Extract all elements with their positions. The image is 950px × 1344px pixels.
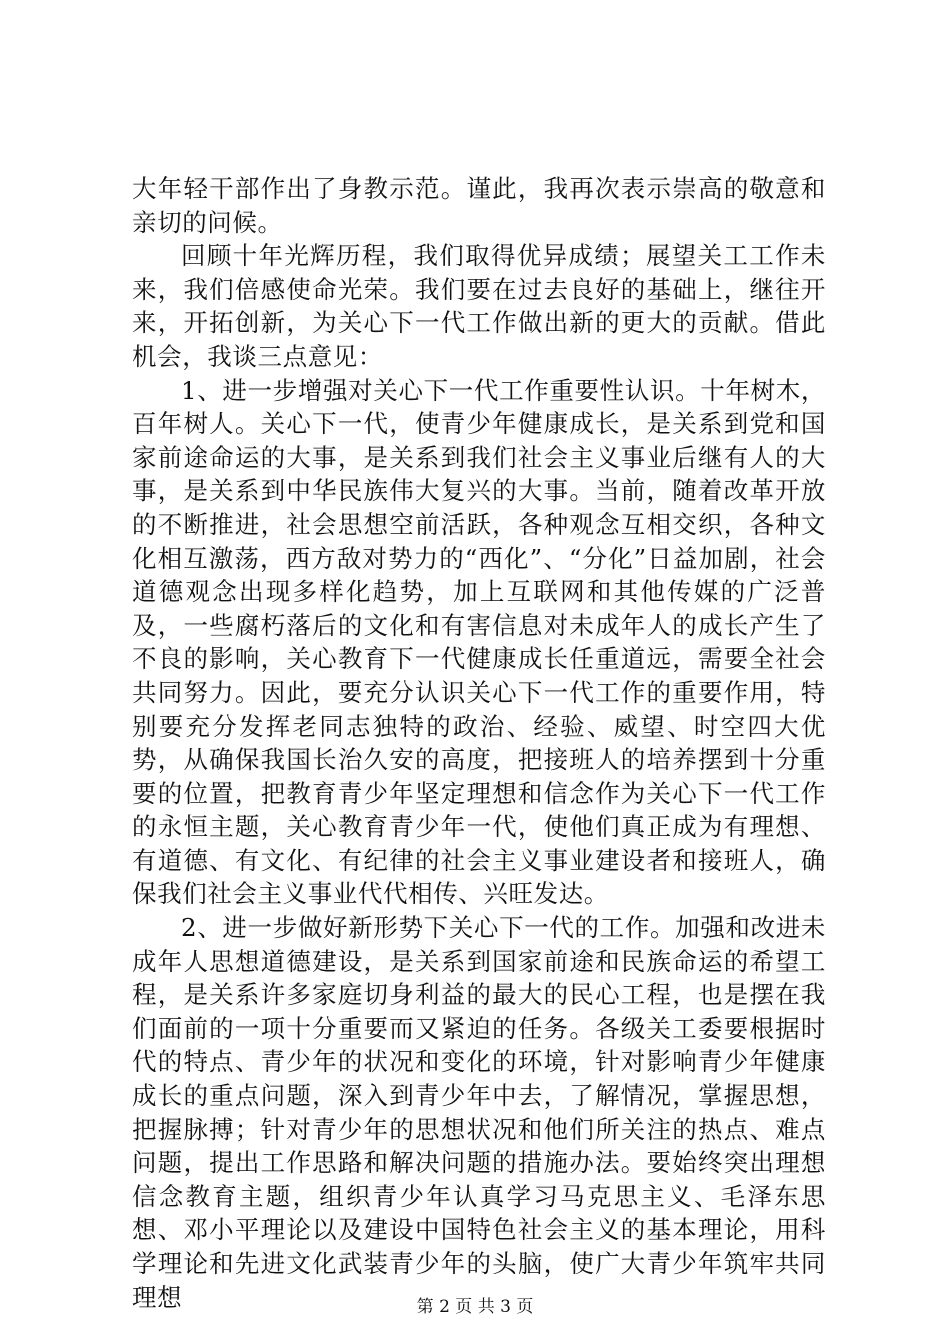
document-body [132, 172, 826, 1314]
paragraph-review: 回顾十年光辉历程，我们取得优异成绩；展望关工工作未来，我们倍感使命光荣。我们要在过去良好的基础上，继往开来，开拓创新，为关心下一代工作做出新的更大的贡献。借此机会，我谈三点意见： [132, 241, 826, 371]
page-footer [0, 1296, 950, 1318]
page-number: 第 2 页 共 3 页 [416, 1297, 534, 1317]
paragraph-continuation: 大年轻干部作出了身教示范。谨此，我再次表示崇高的敬意和亲切的问候。 [132, 174, 826, 237]
paragraph-point-2: 2、进一步做好新形势下关心下一代的工作。加强和改进未成年人思想道德建设，是关系到国家前途和民族命运的希望工程，是关系许多家庭切身利益的最大的民心工程，也是摆在我们面前的一项十分重要而又紧迫的任务。各级关工委要根据时代的特点、青少年的状况和变化的环境，针对影响青少年健康成长的重点问题，深入到青少年中去，了解情况，掌握思想，把握脉搏；针对青少年的思想状况和他们所关注的热点、难点问题，提出工作思路和解决问题的措施办法。要始终突出理想信念教育主题，组织青少年认真学习马克思主义、毛泽东思想、邓小平理论以及建设中国特色社会主义的基本理论，用科学理论和先进文化武装青少年的头脑，使广大青少年筑牢共同理想 [132, 913, 826, 1312]
paragraph-point-1: 1、进一步增强对关心下一代工作重要性认识。十年树木，百年树人。关心下一代，使青少年健康成长，是关系到党和国家前途命运的大事，是关系到我们社会主义事业后继有人的大事，是关系到中华民族伟大复兴的大事。当前，随着改革开放的不断推进，社会思想空前活跃，各种观念互相交织，各种文化相互激荡，西方敌对势力的“西化”、“分化”日益加剧，社会道德观念出现多样化趋势，加上互联网和其他传媒的广泛普及，一些腐朽落后的文化和有害信息对未成年人的成长产生了不良的影响，关心教育下一代健康成长任重道远，需要全社会共同努力。因此，要充分认识关心下一代工作的重要作用，特别要充分发挥老同志独特的政治、经验、威望、时空四大优势，从确保我国长治久安的高度，把接班人的培养摆到十分重要的位置，把教育青少年坚定理想和信念作为关心下一代工作的永恒主题，关心教育青少年一代，使他们真正成为有理想、有道德、有文化、有纪律的社会主义事业建设者和接班人，确保我们社会主义事业代代相传、兴旺发达。 [132, 375, 826, 909]
